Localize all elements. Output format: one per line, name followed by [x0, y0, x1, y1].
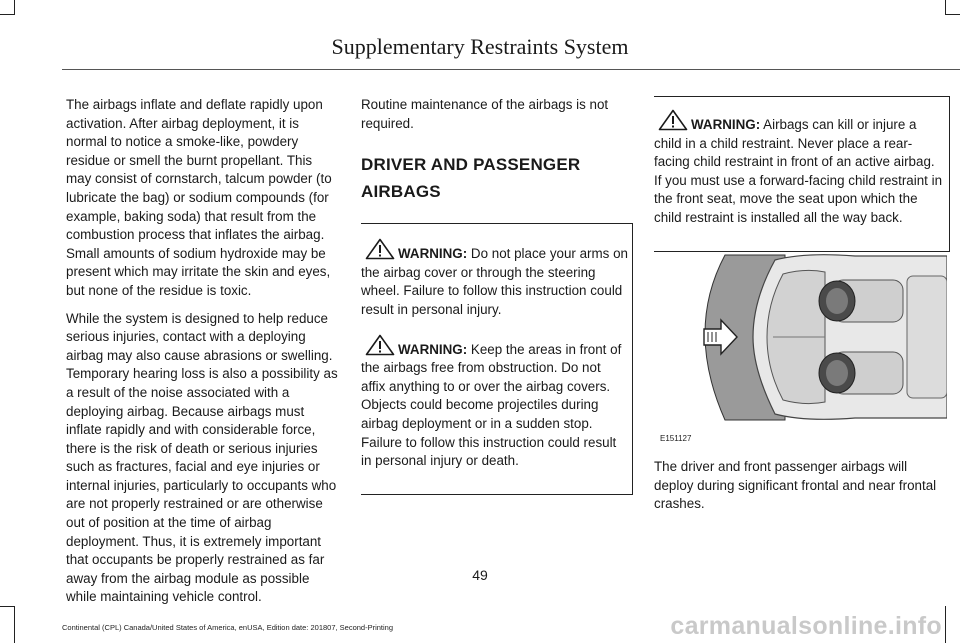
- paragraph: Routine maintenance of the airbags is not required.: [361, 97, 609, 131]
- warning-label: WARNING:: [398, 246, 468, 262]
- warning-label: WARNING:: [398, 341, 468, 357]
- crop-mark: [0, 14, 15, 15]
- warning-box: [361, 223, 633, 495]
- title-divider: [62, 69, 960, 70]
- warning-label: WARNING:: [691, 117, 761, 132]
- warning-triangle-icon: [365, 238, 395, 260]
- crop-mark: [945, 606, 946, 643]
- airbag-deployment-figure: [655, 250, 947, 425]
- vehicle-top-view-icon: [753, 255, 947, 420]
- paragraph: The airbags inflate and deflate rapidly upon activation. After airbag deployment, it is normal to notice a smoke-like, powdery residue or smell the burnt propellant. This may consist of cornstarch, talcum powder (to lubricate the bag) or sodium compounds (for example, baking soda) that result from the combustion process that inflates the airbag. Small amounts of sodium hydroxide may be present which may irritate the skin and eyes, but none of the residue is toxic.: [66, 97, 332, 298]
- warning-text: Do not place your arms on the airbag cover or through the steering wheel. Failure to follow this instruction could result in personal injury.: [361, 246, 628, 317]
- paragraph: While the system is designed to help reduce serious injuries, contact with a deploying airbag may also cause abrasions or swelling. Temporary hearing loss is also a possibility as a result of the noise associated with a deploying airbag. Because airbags must inflate rapidly and with considerable force, there is the risk of death or serious injuries such as fractures, facial and eye injuries or internal injuries, particularly to occupants who are not properly restrained or are otherwise out of position at the time of airbag deployment. Thus, it is extremely important that occupants be properly restrained as far away from the airbag module as possible while maintaining vehicle control.: [66, 310, 338, 605]
- crop-mark: [945, 14, 960, 15]
- warning-triangle-icon: [365, 334, 395, 356]
- column-middle: [361, 96, 633, 495]
- warning-item: [654, 109, 945, 228]
- section-heading: DRIVER AND PASSENGER AIRBAGS: [361, 155, 581, 202]
- crop-mark: [14, 606, 15, 643]
- warning-item: [361, 334, 628, 471]
- column-right: [654, 96, 950, 252]
- crop-mark: [945, 0, 946, 15]
- warning-text: Airbags can kill or injure a child in a child restraint. Never place a rear-facing child restraint in front of an active airbag. If you must use a forward-facing child restraint in the front seat, move the seat upon which the child restraint is installed all the way back.: [654, 117, 943, 225]
- warning-box: [654, 96, 950, 252]
- footer-text: Continental (CPL) Canada/United States of America, enUSA, Edition date: 201807, Second-Printing: [62, 623, 394, 632]
- page-title: Supplementary Restraints System: [331, 34, 629, 59]
- watermark: carmanualsonline.info: [670, 612, 942, 640]
- page-number: 49: [472, 567, 488, 583]
- warning-item: [361, 238, 628, 319]
- warning-text: Keep the areas in front of the airbags free from obstruction. Do not affix anything to or over the airbag covers. Objects could become projectiles during airbag deployment or in a sudden stop. Failure to follow this instruction could result in personal injury or death.: [361, 341, 622, 469]
- column-left: [66, 96, 338, 616]
- crop-mark: [0, 606, 15, 607]
- figure-id: E151127: [660, 434, 692, 443]
- crop-mark: [14, 0, 15, 15]
- warning-triangle-icon: [658, 109, 688, 131]
- paragraph: The driver and front passenger airbags will deploy during significant frontal and near frontal crashes.: [654, 459, 937, 512]
